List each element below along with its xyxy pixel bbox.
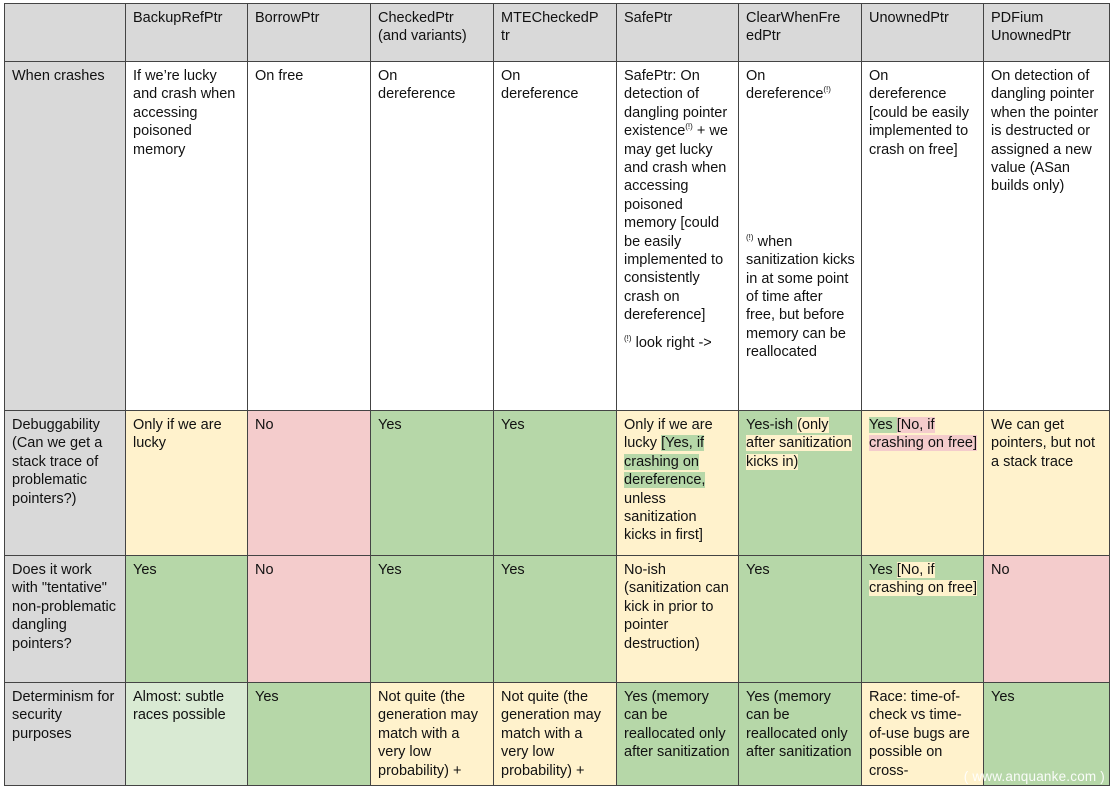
cell-debug-clearwhenfreedptr <box>739 411 862 556</box>
comparison-table <box>4 3 1110 786</box>
cell-debug-unownedptr <box>862 411 984 556</box>
cell-debug-borrowptr: No <box>248 411 371 556</box>
cell-debug-backuprefptr: Only if we are lucky <box>126 411 248 556</box>
cell-when-crashes-pdfium: On detection of dangling pointer when the pointer is destructed or assigned a new value (ASan builds only) <box>984 62 1110 411</box>
highlight-text: Yes-ish <box>746 417 798 433</box>
row-header-determinism: Determinism for security purposes <box>5 683 126 786</box>
footnote-marker: (!) <box>746 232 754 242</box>
watermark: ( www.anquanke.com ) <box>963 769 1105 784</box>
col-header-mtecheckedptr: MTECheckedP tr <box>494 4 617 62</box>
cell-determinism-unownedptr: Race: time-of-check vs time-of-use bugs are possible on cross- <box>862 683 984 786</box>
col-header-unownedptr: UnownedPtr <box>862 4 984 62</box>
cell-when-crashes-checkedptr: On dereference <box>371 62 494 411</box>
cell-when-crashes-backuprefptr: If we’re lucky and crash when accessing poisoned memory <box>126 62 248 411</box>
table-row-tentative <box>5 556 1110 683</box>
highlight-text: Yes <box>869 562 897 578</box>
row-header-debuggability: Debuggability (Can we get a stack trace of problematic pointers?) <box>5 411 126 556</box>
cell-debug-mtecheckedptr: Yes <box>494 411 617 556</box>
highlight-text: [Yes, if crashing on dereference, <box>624 435 706 489</box>
safeptr-crash-text-cont: + we may get lucky and crash when accessing poisoned memory [could be easily implemented to consistently crash on dereference] <box>624 123 728 324</box>
col-header-safeptr: SafePtr <box>617 4 739 62</box>
row-header-when-crashes: When crashes <box>5 62 126 411</box>
footnote-marker: (!) <box>823 85 831 95</box>
highlight-text: Only if we are lucky <box>624 417 713 452</box>
safeptr-footnote-text: look right -> <box>631 334 712 351</box>
cell-when-crashes-safeptr <box>617 62 739 411</box>
cell-tentative-unownedptr <box>862 556 984 683</box>
cell-determinism-mtecheckedptr: Not quite (the generation may match with a very low probability) + <box>494 683 617 786</box>
col-header-backuprefptr: BackupRefPtr <box>126 4 248 62</box>
clearwhenfreed-crash-text: On dereference <box>746 68 824 103</box>
highlight-text: Yes <box>869 417 897 433</box>
highlight-text: [No, if crashing on free] <box>869 417 978 452</box>
cell-when-crashes-borrowptr: On free <box>248 62 371 411</box>
cell-when-crashes-mtecheckedptr: On dereference <box>494 62 617 411</box>
cell-tentative-backuprefptr: Yes <box>126 556 248 683</box>
cell-determinism-borrowptr: Yes <box>248 683 371 786</box>
cell-tentative-mtecheckedptr: Yes <box>494 556 617 683</box>
cell-determinism-clearwhenfreedptr: Yes (memory can be reallocated only after sanitization <box>739 683 862 786</box>
safeptr-crash-text: SafePtr: On detection of dangling pointer existence <box>624 68 728 140</box>
clearwhenfreed-footnote-text: when sanitization kicks in at some point of time after free, but before memory can be reallocated <box>746 233 855 361</box>
cell-tentative-pdfium: No <box>984 556 1110 683</box>
corner-cell <box>5 4 126 62</box>
col-header-borrowptr: BorrowPtr <box>248 4 371 62</box>
cell-debug-checkedptr: Yes <box>371 411 494 556</box>
footnote-marker: (!) <box>624 333 632 343</box>
highlight-text: unless sanitization kicks in first] <box>624 490 703 544</box>
cell-determinism-safeptr: Yes (memory can be reallocated only after sanitization <box>617 683 739 786</box>
cell-tentative-borrowptr: No <box>248 556 371 683</box>
cell-tentative-checkedptr: Yes <box>371 556 494 683</box>
cell-determinism-pdfium: Yes <box>984 683 1110 786</box>
table-row-when-crashes <box>5 62 1110 411</box>
cell-debug-safeptr <box>617 411 739 556</box>
col-header-pdfium-unownedptr: PDFium UnownedPtr <box>984 4 1110 62</box>
cell-tentative-safeptr: No-ish (sanitization can kick in prior to pointer destruction) <box>617 556 739 683</box>
row-header-tentative: Does it work with "tentative" non-problematic dangling pointers? <box>5 556 126 683</box>
col-header-clearwhenfreedptr: ClearWhenFre edPtr <box>739 4 862 62</box>
cell-when-crashes-clearwhenfreedptr <box>739 62 862 411</box>
highlight-text: (only after sanitization kicks in) <box>746 417 852 470</box>
footnote-marker: (!) <box>685 122 693 132</box>
cell-when-crashes-unownedptr: On dereference [could be easily implemented to crash on free] <box>862 62 984 411</box>
cell-determinism-checkedptr: Not quite (the generation may match with a very low probability) + <box>371 683 494 786</box>
highlight-text: [No, if crashing on free] <box>869 562 978 597</box>
header-row <box>5 4 1110 62</box>
cell-debug-pdfium: We can get pointers, but not a stack trace <box>984 411 1110 556</box>
table-row-debuggability <box>5 411 1110 556</box>
col-header-checkedptr: CheckedPtr (and variants) <box>371 4 494 62</box>
cell-tentative-clearwhenfreedptr: Yes <box>739 556 862 683</box>
table-row-determinism <box>5 683 1110 786</box>
cell-determinism-backuprefptr: Almost: subtle races possible <box>126 683 248 786</box>
